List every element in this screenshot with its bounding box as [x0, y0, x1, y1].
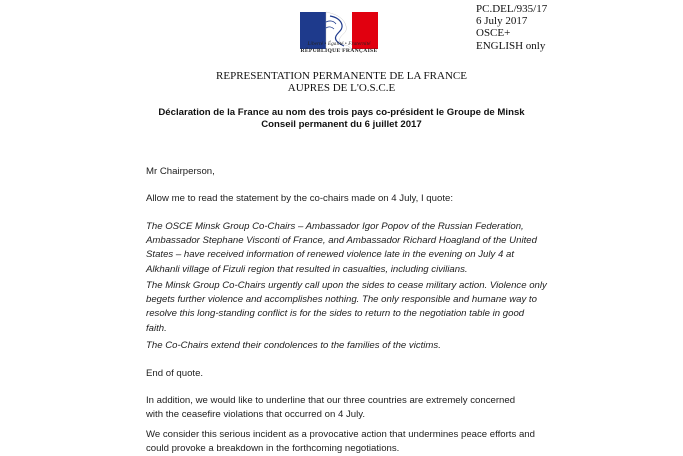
end-of-quote: End of quote.	[146, 368, 204, 379]
paragraph-line: begets further violence and accomplishes nothing. The only responsible and humane way to	[146, 294, 537, 306]
paragraph-line: resolve this long-standing conflict is for the sides to return to the negotiation table in good	[146, 308, 525, 320]
paragraph-line: We consider this serious incident as a provocative action that undermines peace efforts and	[146, 429, 535, 440]
paragraph-line: The OSCE Minsk Group Co-Chairs – Ambassador Igor Popov of the Russian Federation,	[146, 221, 524, 232]
representation-heading	[0, 70, 683, 94]
declaration-line: Déclaration de la France au nom des trois pays co-président le Groupe de Minsk	[158, 107, 525, 118]
paragraph-line: States – have received information of renewed violence late in the evening on July 4 at	[146, 249, 514, 261]
consider-paragraph	[146, 428, 564, 456]
reference-distribution: OSCE+	[476, 27, 511, 40]
paragraph-line: faith.	[146, 322, 167, 334]
declaration-line: Conseil permanent du 6 juillet 2017	[261, 119, 422, 130]
paragraph-line: In addition, we would like to underline that our three countries are extremely concerned	[146, 395, 516, 406]
quote-paragraph	[146, 279, 564, 336]
motto: Liberté • Égalité • Fraternité	[307, 41, 371, 47]
republique-francaise-label: RÉPUBLIQUE FRANÇAISE	[300, 48, 378, 54]
representation-line: AUPRES DE L'O.S.C.E	[287, 82, 396, 94]
paragraph-line: Alkhanli village of Fizuli region that resulted in casualties, including civilians.	[146, 263, 468, 275]
reference-code: PC.DEL/935/17	[476, 3, 548, 15]
intro-paragraph: Allow me to read the statement by the co-chairs made on 4 July, I quote:	[146, 193, 453, 204]
reference-language: ENGLISH only	[476, 39, 546, 52]
quote-paragraph: The Co-Chairs extend their condolences to the families of the victims.	[146, 340, 441, 351]
document-reference	[476, 3, 547, 52]
declaration-title	[0, 107, 683, 131]
quote-paragraph	[146, 220, 564, 277]
paragraph-line: Ambassador Stephane Visconti of France, and Ambassador Richard Hoagland of the United	[146, 235, 537, 247]
salutation: Mr Chairperson,	[146, 166, 215, 177]
addition-paragraph	[146, 394, 564, 422]
republique-francaise-logo	[296, 10, 382, 65]
paragraph-line: The Minsk Group Co-Chairs urgently call upon the sides to cease military action. Violence only	[146, 280, 547, 291]
reference-date: 6 July 2017	[476, 15, 528, 28]
paragraph-line: with the ceasefire violations that occurred on 4 July.	[146, 409, 365, 421]
paragraph-line: could provoke a breakdown in the forthcoming negotiations.	[146, 443, 400, 455]
representation-line: REPRESENTATION PERMANENTE DE LA FRANCE	[216, 70, 467, 82]
